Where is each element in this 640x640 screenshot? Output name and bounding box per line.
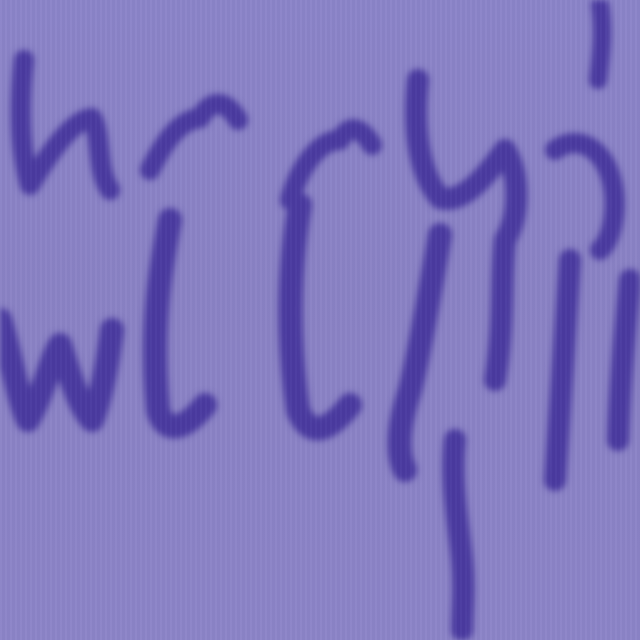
glyph-stroke-7 <box>0 320 112 420</box>
glyph-stroke-1 <box>21 60 110 190</box>
ink-strokes <box>0 5 630 630</box>
glyph-stroke-12 <box>495 240 505 380</box>
glyph-stroke-13 <box>555 260 570 480</box>
glyph-stroke-4 <box>416 80 516 240</box>
glyph-stroke-9 <box>291 205 350 429</box>
glyph-stroke-2 <box>150 104 238 170</box>
glyph-stroke-10 <box>400 235 440 470</box>
glyph-stroke-11 <box>453 440 463 630</box>
glyph-stroke-5 <box>555 143 615 250</box>
glyph-stroke-3 <box>290 129 372 200</box>
glyph-stroke-6 <box>598 5 602 80</box>
glyph-stroke-8 <box>155 220 205 426</box>
glyph-stroke-14 <box>618 280 630 440</box>
